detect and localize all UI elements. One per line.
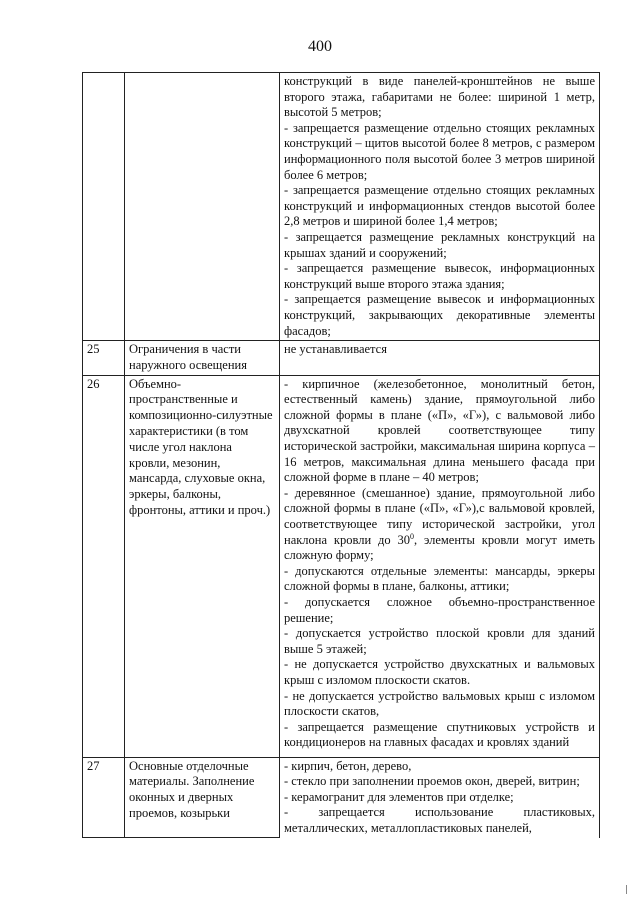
description-item: - кирпичное (железобетонное, монолитный бетон, естественный камень) здание, прямоугольной либо сложной формы в плане («П», «Г»), с вальмовой либо двухскатной кровлей соответствующее типу исторической застройки, максимальная ширина корпуса – 16 метров, максимальная длина меньшего фасада при сложной форме в плане – 40 метров;: [284, 376, 595, 485]
description-item: - стекло при заполнении проемов окон, дверей, витрин;: [284, 774, 580, 789]
row-name-cell: Объемно-пространственные и композиционно-силуэтные характеристики (в том числе угол наклона кровли, мезонин, мансарда, слуховые окна, эркеры, балконы, фронтоны, аттики и проч.): [125, 375, 280, 757]
description-text: - деревянное (смешанное) здание, прямоугольной либо сложной формы в плане («П», «Г»),с вальмовой кровлей, соответствующее типу исторической застройки, угол наклона кровли до 30: [284, 485, 595, 547]
regulations-table: [82, 72, 600, 838]
description-text: , элементы кровли могут иметь сложную форму;: [284, 532, 596, 563]
page-number: 400: [308, 38, 332, 55]
row-number-cell: 27: [83, 757, 125, 837]
row-name-cell: [125, 73, 280, 341]
row-number-cell: 26: [83, 375, 125, 757]
description-item: - допускается сложное объемно-пространственное решение;: [284, 595, 595, 625]
row-number-cell: 25: [83, 341, 125, 376]
row-description-cell: [280, 341, 600, 376]
description-item: - допускаются отдельные элементы: мансарды, эркеры сложной формы в плане, балконы, аттики;: [284, 563, 595, 594]
description-item: - запрещается размещение отдельно стоящих рекламных конструкций – щитов высотой более 8 метров, с размером информационного поля высотой более 3 метров шириной более 6 метров;: [284, 120, 595, 182]
description-item: - запрещается размещение вывесок, информационных конструкций выше второго этажа здания;: [284, 261, 595, 291]
table-row: [83, 341, 600, 376]
description-item: [284, 486, 595, 564]
description-item: - запрещается размещение спутниковых устройств и кондиционеров на главных фасадах и кровлях зданий: [284, 719, 595, 750]
row-name-cell: Основные отделочные материалы. Заполнение оконных и дверных проемов, козырьки: [125, 757, 280, 837]
description-item: - запрещается использование пластиковых, металлических, металлопластиковых панелей,: [284, 805, 595, 836]
description-item: - запрещается размещение рекламных конструкций на крышах зданий и сооружений;: [284, 229, 595, 260]
table-row: [83, 375, 600, 757]
table-row: [83, 73, 600, 341]
row-name-cell: Ограничения в части наружного освещения: [125, 341, 280, 376]
degree-superscript: 0: [409, 531, 414, 541]
margin-mark: [626, 885, 627, 894]
row-description-cell: [280, 73, 600, 341]
description-item: - не допускается устройство двухскатных и вальмовых крыш с изломом плоскости скатов.: [284, 657, 595, 687]
description-item: - допускается устройство плоской кровли для зданий выше 5 этажей;: [284, 626, 595, 656]
description-item: конструкций в виде панелей-кронштейнов не выше второго этажа, габаритами не более: шириной 1 метр, высотой 5 метров;: [284, 74, 595, 120]
row-description-cell: [280, 375, 600, 757]
row-description-cell: [280, 757, 600, 837]
row-number-cell: [83, 73, 125, 341]
description-item: не устанавливается: [284, 342, 387, 357]
description-item: - керамогранит для элементов при отделке;: [284, 789, 514, 804]
description-item: - не допускается устройство вальмовых крыш с изломом плоскости скатов,: [284, 688, 595, 719]
description-item: - запрещается размещение вывесок и информационных конструкций, закрывающих декоративные элементы фасадов;: [284, 292, 595, 338]
description-item: - запрещается размещение отдельно стоящих рекламных конструкций и информационных стендов высотой более 2,8 метров и шириной более 1,4 метров;: [284, 183, 595, 229]
table-row: [83, 757, 600, 837]
description-item: - кирпич, бетон, дерево,: [284, 758, 412, 773]
